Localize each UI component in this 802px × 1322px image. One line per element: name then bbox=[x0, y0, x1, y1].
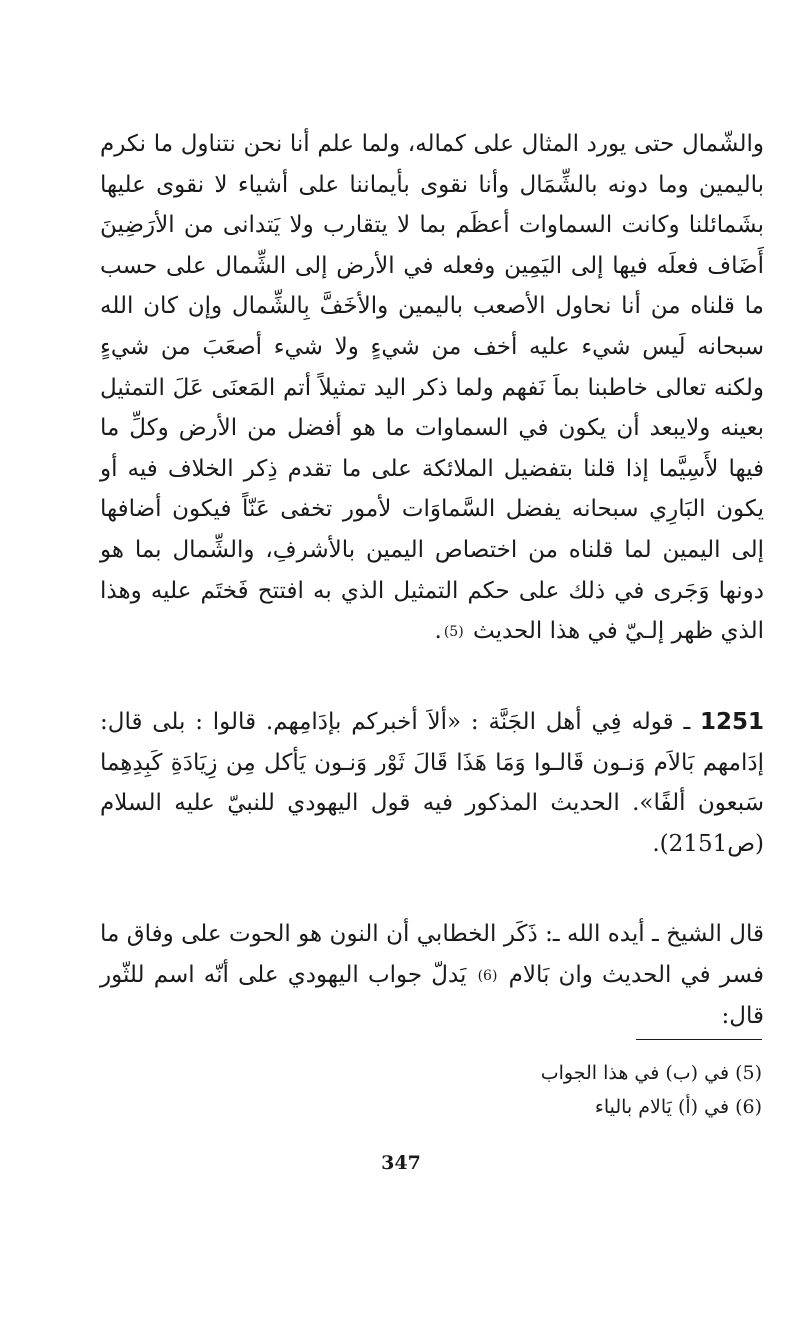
footnotes bbox=[100, 1056, 762, 1124]
paragraph-commentary bbox=[100, 124, 764, 653]
paragraph-sheikh bbox=[100, 914, 764, 1037]
paragraph-text-a: قال الشيخ ـ أيده الله ـ: ذَكَر الخطابي أن النون هو الحوت على وفاق ما فسر في الحديث وان بَالام bbox=[100, 921, 765, 988]
paragraph-hadith bbox=[100, 702, 764, 864]
footnote-6: (6) في (أ) يَالام بالياء bbox=[594, 1096, 762, 1118]
hadith-text: ـ قوله فِي أهل الجَنَّة : «ألاَ أخبركم بإدَامِهم. قالوا : بلى قال: إدَامهم بَالاَم وَنـون قَالـوا وَمَا هَذَا قَالَ ثَوْر وَنـون يَأكل مِن زِيَادَةِ كَبِدِهِما سَبعون ألفًا». الحديث المذكور فيه قول اليهودي للنبيّ عليه السلام (ص2151). bbox=[100, 709, 764, 857]
footnote-divider bbox=[636, 1039, 762, 1040]
hadith-number: 1251 bbox=[699, 709, 764, 735]
paragraph-text: والشّمال حتى يورد المثال على كماله، ولما علم أنا نحن نتناول ما نكرم باليمين وما دونه بالشِّمَال وأنا نقوى بأيماننا على أشياء لا نقوى عليها بشَمائلنا وكانت السماوات أعظَم بما لا يتقارب ولا يَتدانى من الأرَضِينَ أَضَاف فعلَه فيها إلى اليَمِين وفعله في الأرض إلى الشِّمال على حسب ما قلناه من أنا نحاول الأصعب باليمين والأخَفَّ بِالشِّمال وإن كان الله سبحانه لَيس شيء عليه أخف من شيءٍ ولا شيء أصعَبَ من شيءٍ ولكنه تعالى خاطبنا بماَ نَفهم ولما ذكر اليد تمثيلاً أتم المَعنَى عَلَ التمثيل بعينه ولايبعد أن يكون في السماوات ما هو أفضل من الأرض وكلِّ ما فيها لأَسِيَّما إذا قلنا بتفضيل الملائكة على ما تقدم ذِكر الخلاف فيه أو يكون البَارِي سبحانه يفضل السَّماوَات لأمور تخفى عَنّاً فيكون أضافها إلى اليمين لما قلناه من اختصاص اليمين بالأشرفِ، والشِّمال بما هو دونها وَجَرى في ذلك على حكم التمثيل الذي به افتتح فَختَم عليه وهذا الذي ظهر إلـيّ في هذا الحديث bbox=[100, 131, 764, 645]
footnote-5: (5) في (ب) في هذا الجواب bbox=[540, 1062, 762, 1084]
paragraph-end: . bbox=[434, 618, 442, 645]
footnote-ref-6: (6) bbox=[477, 967, 498, 984]
footnote-ref-5: (5) bbox=[443, 624, 464, 641]
paragraph-text-b: يَدلّ جواب اليهودي على أنّه اسم للثّور قال: bbox=[100, 961, 764, 1030]
page-number: 347 bbox=[381, 1152, 421, 1174]
